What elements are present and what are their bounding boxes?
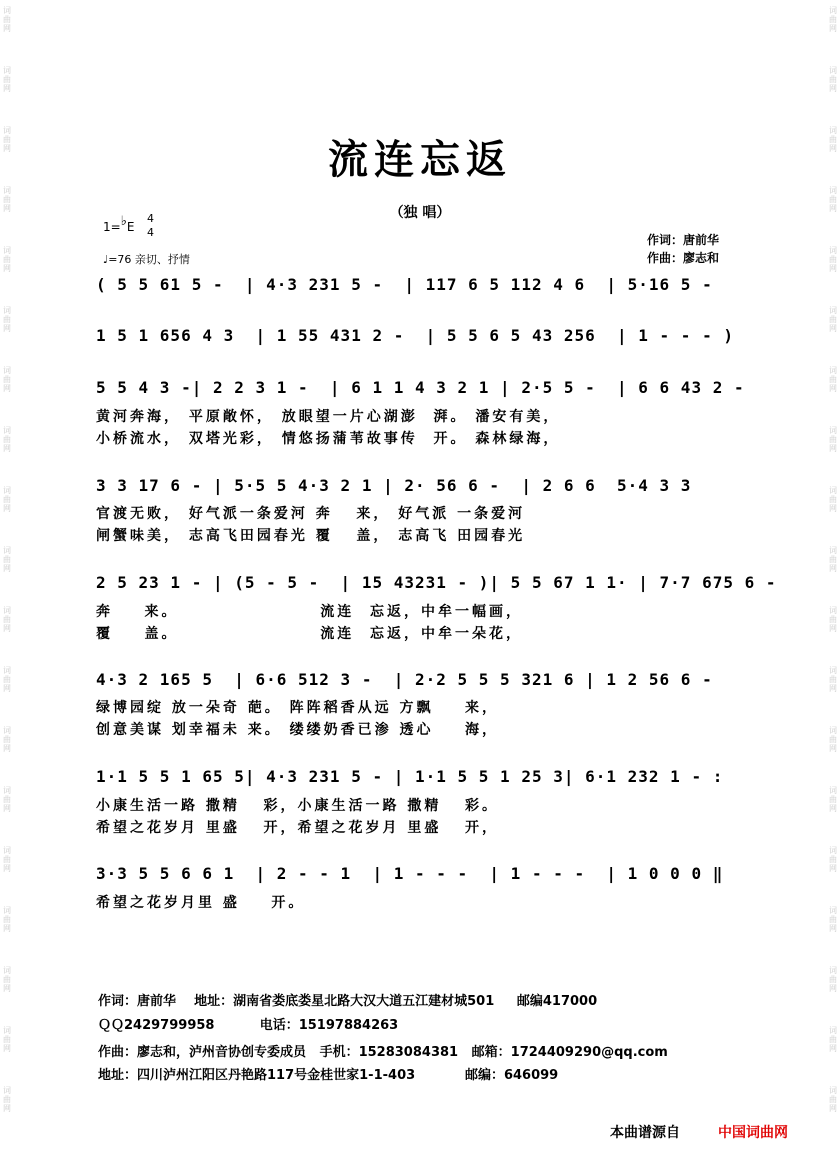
key-prefix: 1= (103, 220, 121, 234)
watermark-text: 词 曲 网 (829, 966, 837, 993)
watermark-text: 词 曲 网 (829, 6, 837, 33)
watermark-text: 词 曲 网 (3, 966, 11, 993)
watermark-text: 词 曲 网 (829, 786, 837, 813)
watermark-text: 词 曲 网 (829, 66, 837, 93)
source-label: 本曲谱源自 (610, 1125, 680, 1141)
watermark-text: 词 曲 网 (829, 906, 837, 933)
composer-address: 地址：四川泸州江阳区丹艳路117号金桂世家1-1-403 邮编：646099 (98, 1068, 559, 1083)
watermark-text: 词 曲 网 (829, 846, 837, 873)
watermark-text: 词 曲 网 (829, 366, 837, 393)
time-bottom: 4 (147, 226, 154, 239)
score-line-7 (96, 767, 756, 793)
lyric-line: 闸蟹味美， 志高飞田园春光 覆 盖， 志高飞 田园春光 (96, 528, 526, 544)
tempo-marking: ♩=76 亲切、抒情 (103, 253, 190, 266)
watermark-text: 词 曲 网 (829, 426, 837, 453)
score-line-6 (96, 670, 756, 696)
notes: 3·3 5 5 6 6 1 | 2 - - 1 | 1 - - - | 1 - - - | 1 0 0 0 ‖ (96, 864, 724, 883)
score-line-4 (96, 476, 756, 502)
watermark-text: 词 曲 网 (3, 546, 11, 573)
watermark-text: 词 曲 网 (829, 1026, 837, 1053)
time-top: 4 (147, 212, 154, 225)
watermark-text: 词 曲 网 (3, 906, 11, 933)
watermark-text: 词 曲 网 (3, 846, 11, 873)
lyric-line: 希望之花岁月里 盛 开。 (96, 895, 306, 911)
credits (647, 231, 719, 267)
source-site-link[interactable]: 中国词曲网 (718, 1125, 788, 1141)
watermark-text: 词 曲 网 (829, 726, 837, 753)
notes: 2 5 23 1 - | (5 - 5 - | 15 43231 - )| 5 5 67 1 1· | 7·7 675 6 - (96, 573, 777, 592)
watermark-text: 词 曲 网 (829, 246, 837, 273)
watermark-text: 词 曲 网 (3, 606, 11, 633)
song-title: 流连忘返 (328, 136, 512, 183)
watermark-text: 词 曲 网 (3, 786, 11, 813)
watermark-text: 词 曲 网 (829, 186, 837, 213)
key-note: E (126, 220, 135, 234)
score-line-5 (96, 573, 777, 599)
watermark-text: 词 曲 网 (3, 126, 11, 153)
lyric-line: 覆 盖。 流连 忘返，中牟一朵花， (96, 626, 523, 642)
watermark-text: 词 曲 网 (3, 366, 11, 393)
score-line-8 (96, 864, 756, 890)
notes: 3 3 17 6 - | 5·5 5 4·3 2 1 | 2· 56 6 - | 2 6 6 5·4 3 3 (96, 476, 692, 495)
notes: 1·1 5 5 1 65 5| 4·3 231 5 - | 1·1 5 5 1 25 3| 6·1 232 1 - : (96, 767, 724, 786)
notes: 1 5 1 656 4 3 | 1 55 431 2 - | 5 5 6 5 43 256 | 1 - - - ) (96, 326, 734, 345)
watermark-text: 词 曲 网 (3, 666, 11, 693)
watermark-text: 词 曲 网 (3, 6, 11, 33)
watermark-text: 词 曲 网 (3, 306, 11, 333)
watermark-text: 词 曲 网 (829, 306, 837, 333)
watermark-text: 词 曲 网 (3, 186, 11, 213)
performance-type: （独 唱） (389, 205, 451, 221)
lyric-line: 小桥流水， 双塔光彩， 情悠扬蒲苇故事传 开。 森林绿海， (96, 431, 561, 447)
lyricist-qq: ＱＱ2429799958 电话：15197884263 (98, 1018, 399, 1033)
time-signature (147, 212, 154, 240)
lyric-line: 希望之花岁月 里盛 开，希望之花岁月 里盛 开， (96, 820, 499, 836)
score-line-2 (96, 326, 756, 352)
lyric-line: 小康生活一路 撒精 彩，小康生活一路 撒精 彩。 (96, 798, 499, 814)
composer-credit: 作曲：廖志和 (647, 251, 720, 265)
lyric-line: 奔 来。 流连 忘返，中牟一幅画， (96, 604, 523, 620)
watermark-text: 词 曲 网 (3, 426, 11, 453)
lyricist-credit: 作词：唐前华 (647, 233, 720, 247)
watermark-text: 词 曲 网 (829, 546, 837, 573)
notes: 5 5 4 3 -| 2 2 3 1 - | 6 1 1 4 3 2 1 | 2·5 5 - | 6 6 43 2 - (96, 378, 745, 397)
key-signature (103, 212, 154, 239)
notes: ( 5 5 61 5 - | 4·3 231 5 - | 117 6 5 112 4 6 | 5·16 5 - (96, 275, 713, 294)
watermark-text: 词 曲 网 (3, 726, 11, 753)
notes: 4·3 2 165 5 | 6·6 512 3 - | 2·2 5 5 5 321 6 | 1 2 56 6 - (96, 670, 713, 689)
watermark-text: 词 曲 网 (3, 246, 11, 273)
watermark-text: 词 曲 网 (829, 606, 837, 633)
lyric-line: 创意美谋 划幸福未 来。 缕缕奶香已渗 透心 海， (96, 722, 499, 738)
lyric-line: 黄河奔海， 平原敞怀， 放眼望一片心湖澎 湃。 潘安有美， (96, 409, 561, 425)
watermark-text: 词 曲 网 (3, 1086, 11, 1113)
composer-contact: 作曲：廖志和，泸州音协创专委成员 手机：15283084381 邮箱：1724409290@qq.com (98, 1045, 668, 1060)
flat-icon: ♭ (120, 214, 127, 229)
watermark-text: 词 曲 网 (3, 486, 11, 513)
watermark-text: 词 曲 网 (3, 66, 11, 93)
lyric-line: 绿博园绽 放一朵奇 葩。 阵阵稻香从远 方飘 来， (96, 700, 499, 716)
watermark-text: 词 曲 网 (829, 666, 837, 693)
watermark-text: 词 曲 网 (829, 126, 837, 153)
lyricist-contact: 作词：唐前华 地址：湖南省娄底娄星北路大汉大道五江建材城501 邮编417000 (98, 994, 598, 1009)
score-line-3 (96, 378, 756, 404)
watermark-text: 词 曲 网 (829, 1086, 837, 1113)
lyric-line: 官渡无败， 好气派一条爱河 奔 来， 好气派 一条爱河 (96, 506, 526, 522)
watermark-text: 词 曲 网 (829, 486, 837, 513)
score-line-1 (96, 275, 756, 301)
watermark-text: 词 曲 网 (3, 1026, 11, 1053)
